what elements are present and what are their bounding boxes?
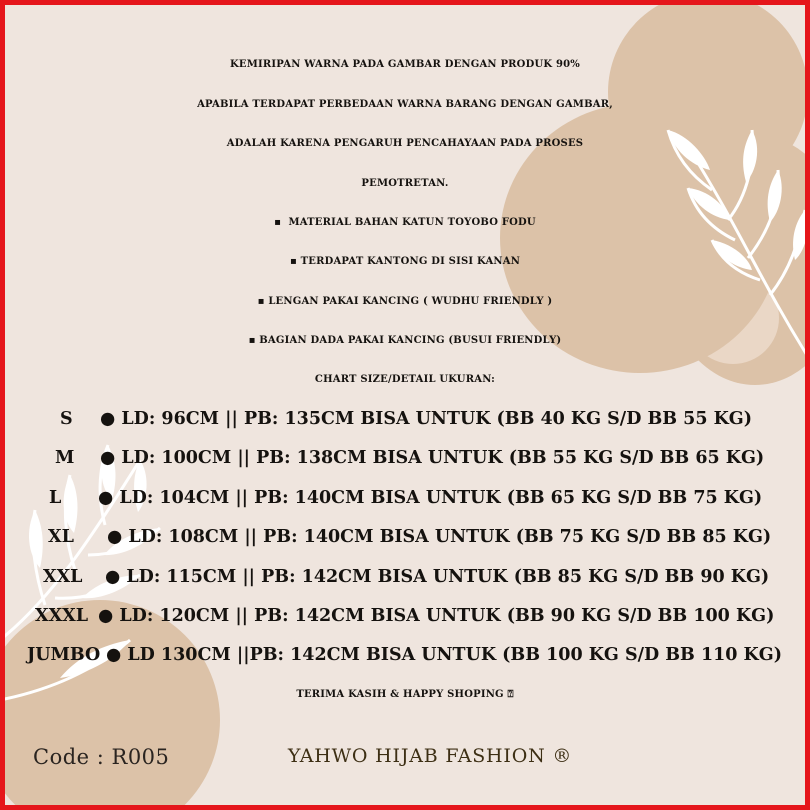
- size-row: [5, 525, 805, 549]
- feature-text: BAGIAN DADA PAKAI KANCING (BUSUI FRIENDLY): [259, 335, 562, 346]
- size-row: [5, 643, 805, 667]
- square-bullet-icon: ▪: [248, 335, 256, 346]
- notice-line-3: ADALAH KARENA PENGARUH PENCAHAYAAN PADA PROSES: [226, 138, 584, 149]
- size-code: JUMBO: [27, 645, 101, 665]
- feature-item: [5, 290, 805, 314]
- size-detail: ● LD: 120CM || PB: 142CM BISA UNTUK (BB 90 KG S/D BB 100 KG): [98, 606, 775, 626]
- product-code: Code : R005: [33, 745, 170, 769]
- notice-line-1: KEMIRIPAN WARNA PADA GAMBAR DENGAN PRODUK 90%: [230, 59, 580, 70]
- feature-item: [5, 329, 805, 353]
- size-detail: ● LD: 115CM || PB: 142CM BISA UNTUK (BB 85 KG S/D BB 90 KG): [105, 567, 770, 587]
- feature-text: TERDAPAT KANTONG DI SISI KANAN: [300, 256, 521, 267]
- size-code: XL: [48, 527, 74, 547]
- size-row: [5, 604, 805, 628]
- notice-line-4: PEMOTRETAN.: [361, 178, 449, 189]
- feature-item: [5, 250, 805, 274]
- chart-heading: CHART SIZE/DETAIL UKURAN:: [314, 374, 496, 385]
- closing-message: TERIMA KASIH & HAPPY SHOPING ⍰: [296, 689, 514, 700]
- square-bullet-icon: ▪: [289, 256, 297, 267]
- size-detail: ● LD: 108CM || PB: 140CM BISA UNTUK (BB 75 KG S/D BB 85 KG): [107, 527, 772, 547]
- square-bullet-icon: ▪: [257, 296, 265, 307]
- feature-text: LENGAN PAKAI KANCING ( WUDHU FRIENDLY ): [268, 296, 553, 307]
- size-detail: ● LD: 104CM || PB: 140CM BISA UNTUK (BB 65 KG S/D BB 75 KG): [98, 488, 763, 508]
- notice-line-2: APABILA TERDAPAT PERBEDAAN WARNA BARANG DENGAN GAMBAR,: [197, 99, 613, 110]
- size-code: XXL: [43, 567, 83, 587]
- size-row: [5, 407, 805, 431]
- size-detail: ● LD: 100CM || PB: 138CM BISA UNTUK (BB 55 KG S/D BB 65 KG): [100, 448, 765, 468]
- size-code: S: [60, 409, 73, 429]
- brand-name: YAHWO HIJAB FASHION ®: [287, 745, 573, 767]
- content-area: [5, 5, 805, 805]
- size-row: [5, 446, 805, 470]
- size-detail: ● LD 130CM ||PB: 142CM BISA UNTUK (BB 100 KG S/D BB 110 KG): [106, 645, 782, 665]
- size-code: XXXL: [35, 606, 89, 626]
- square-bullet-icon: ▪: [274, 217, 282, 228]
- feature-item: [5, 211, 805, 235]
- size-row: [5, 565, 805, 589]
- size-detail: ● LD: 96CM || PB: 135CM BISA UNTUK (BB 40 KG S/D BB 55 KG): [100, 409, 753, 429]
- size-code: L: [49, 488, 62, 508]
- size-code: M: [55, 448, 75, 468]
- size-row: [5, 486, 805, 510]
- feature-text: MATERIAL BAHAN KATUN TOYOBO FODU: [288, 217, 536, 228]
